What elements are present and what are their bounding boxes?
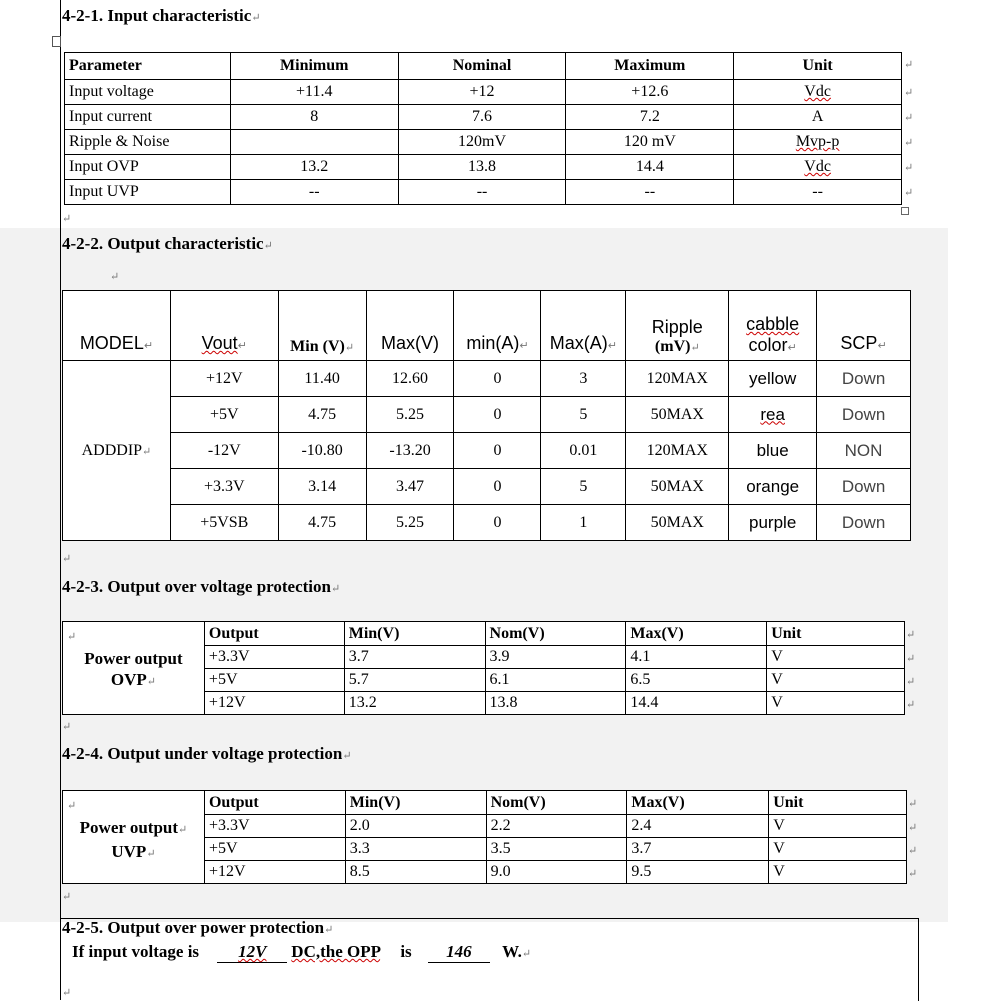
table-cell: 3.9	[485, 646, 626, 669]
table-header-row	[63, 622, 905, 646]
table-cell: 13.8	[485, 692, 626, 715]
table-resize-handle[interactable]	[901, 207, 909, 215]
table-cell: +12	[398, 80, 566, 105]
heading-text: 4-2-5. Output over power protection	[62, 918, 325, 937]
table-cell: Down	[817, 469, 911, 505]
header-cell: Nom(V)	[485, 622, 626, 646]
table-cell: --	[734, 180, 902, 205]
table-cell: +5VSB	[170, 505, 278, 541]
header-cell: Minimum	[230, 53, 398, 80]
table-cell: 13.2	[230, 155, 398, 180]
paragraph-mark: ↵	[62, 987, 72, 999]
header-cell: Output	[204, 622, 344, 646]
header-cell: SCP↵	[817, 291, 911, 361]
opp-input-voltage[interactable]: 12V	[217, 942, 287, 963]
table-cell: V	[769, 815, 907, 838]
table-cell: V	[767, 646, 905, 669]
output-characteristic-table	[62, 290, 911, 541]
heading-text: 4-2-2. Output characteristic	[62, 234, 264, 253]
table-cell: 13.8	[398, 155, 566, 180]
row-end-mark: ↵	[904, 87, 914, 99]
section-heading-input: 4-2-1. Input characteristic↵	[62, 6, 261, 25]
table-header-row	[65, 53, 902, 80]
table-cell: 4.75	[278, 397, 366, 433]
table-cell: -12V	[170, 433, 278, 469]
table-cell: +12V	[204, 861, 345, 884]
table-cell	[230, 130, 398, 155]
table-cell: +3.3V	[170, 469, 278, 505]
table-cell: 0	[454, 433, 541, 469]
table-cell: 4.1	[626, 646, 767, 669]
table-cell: Vdc	[804, 158, 831, 175]
table-cell: 0	[454, 469, 541, 505]
header-cell: MODEL↵	[63, 291, 171, 361]
section-heading-opp: 4-2-5. Output over power protection↵	[62, 918, 334, 937]
table-cell: 0	[454, 361, 541, 397]
table-cell: 5.7	[344, 669, 485, 692]
table-cell: 3.14	[278, 469, 366, 505]
row-end-mark: ↵	[908, 822, 918, 834]
table-cell: 3.5	[486, 838, 627, 861]
table-cell: +5V	[170, 397, 278, 433]
table-cell: 0	[454, 505, 541, 541]
table-cell: 50MAX	[626, 469, 729, 505]
header-cell-sub: (mV)↵	[654, 338, 700, 355]
table-cell: 5.25	[366, 505, 454, 541]
table-cell: 3.7	[344, 646, 485, 669]
header-cell: Max(V)	[366, 291, 454, 361]
table-cell: 3.3	[345, 838, 486, 861]
table-cell: 8.5	[345, 861, 486, 884]
table-row	[65, 130, 902, 155]
table-cell: 7.2	[566, 105, 734, 130]
section-heading-ovp: 4-2-3. Output over voltage protection↵	[62, 577, 341, 596]
ovp-table	[62, 621, 905, 715]
table-cell: Input voltage	[65, 80, 231, 105]
table-cell: orange	[729, 469, 817, 505]
heading-text: 4-2-1. Input characteristic	[62, 6, 252, 25]
row-end-mark: ↵	[904, 137, 914, 149]
paragraph-mark: ↵	[110, 271, 120, 283]
table-header-row	[63, 791, 907, 815]
table-cell: 5.25	[366, 397, 454, 433]
section-heading-uvp: 4-2-4. Output under voltage protection↵	[62, 744, 352, 763]
row-end-mark: ↵	[908, 845, 918, 857]
table-cell: V	[767, 692, 905, 715]
table-cell: Down	[817, 397, 911, 433]
table-row	[65, 155, 902, 180]
table-cell: 120mV	[398, 130, 566, 155]
table-cell: -13.20	[366, 433, 454, 469]
table-cell: 3	[541, 361, 626, 397]
header-cell: Unit	[769, 791, 907, 815]
table-cell: purple	[729, 505, 817, 541]
table-cell: 2.2	[486, 815, 627, 838]
table-cell: 0	[454, 397, 541, 433]
table-cell: 2.4	[627, 815, 769, 838]
row-end-mark: ↵	[908, 868, 918, 880]
table-cell: rea	[760, 404, 785, 424]
opp-value[interactable]: 146	[428, 942, 490, 963]
table-cell: 6.5	[626, 669, 767, 692]
header-cell: Min(V)	[345, 791, 486, 815]
header-cell: Vout↵	[170, 291, 278, 361]
opp-text: is	[400, 942, 412, 961]
table-row	[63, 505, 911, 541]
table-cell: Ripple & Noise	[65, 130, 231, 155]
table-cell: +3.3V	[204, 646, 344, 669]
table-cell: 3.47	[366, 469, 454, 505]
table-cell: 50MAX	[626, 397, 729, 433]
table-cell: 9.5	[627, 861, 769, 884]
left-margin-line	[60, 0, 61, 1000]
table-cell: yellow	[729, 361, 817, 397]
input-characteristic-table	[64, 52, 902, 205]
table-cell: +12.6	[566, 80, 734, 105]
header-cell: Unit	[767, 622, 905, 646]
row-end-mark: ↵	[904, 162, 914, 174]
table-cell: 11.40	[278, 361, 366, 397]
table-cell: 12.60	[366, 361, 454, 397]
section-heading-output: 4-2-2. Output characteristic↵	[62, 234, 273, 253]
table-cell: --	[398, 180, 566, 205]
table-cell: 6.1	[485, 669, 626, 692]
table-cell: blue	[729, 433, 817, 469]
header-cell: Min(V)	[344, 622, 485, 646]
row-end-mark: ↵	[906, 653, 916, 665]
uvp-table	[62, 790, 907, 884]
table-cell: 14.4	[566, 155, 734, 180]
row-end-mark: ↵	[906, 699, 916, 711]
table-cell: 1	[541, 505, 626, 541]
table-cell: 0.01	[541, 433, 626, 469]
table-cell: 120 mV	[566, 130, 734, 155]
table-cell: +3.3V	[204, 815, 345, 838]
table-cell: 50MAX	[626, 505, 729, 541]
table-cell: 9.0	[486, 861, 627, 884]
header-cell: Nominal	[398, 53, 566, 80]
table-cell: V	[767, 669, 905, 692]
table-cell: --	[566, 180, 734, 205]
table-cell: --	[230, 180, 398, 205]
header-cell: cabble color↵	[729, 291, 817, 361]
paragraph-mark: ↵	[62, 213, 72, 225]
table-cell: 120MAX	[626, 433, 729, 469]
table-cell: 7.6	[398, 105, 566, 130]
table-cell: V	[769, 861, 907, 884]
heading-text: 4-2-4. Output under voltage protection	[62, 744, 343, 763]
heading-text: 4-2-3. Output over voltage protection	[62, 577, 331, 596]
table-cell: 3.7	[627, 838, 769, 861]
row-end-mark: ↵	[904, 59, 914, 71]
table-cell: +5V	[204, 669, 344, 692]
row-end-mark: ↵	[904, 187, 914, 199]
opp-text: DC,the OPP	[291, 942, 381, 961]
table-cell: -10.80	[278, 433, 366, 469]
paragraph-mark: ↵	[62, 553, 72, 565]
header-cell: Max(A)↵	[541, 291, 626, 361]
model-cell: ADDDIP↵	[63, 361, 171, 541]
header-cell: Nom(V)	[486, 791, 627, 815]
table-row	[65, 180, 902, 205]
table-row	[63, 361, 911, 397]
table-cell: +12V	[204, 692, 344, 715]
header-cell: Ripple (mV)↵	[626, 291, 729, 361]
table-cell: Down	[817, 361, 911, 397]
table-cell: 4.75	[278, 505, 366, 541]
table-row	[65, 105, 902, 130]
table-cell: 5	[541, 469, 626, 505]
table-cell: +11.4	[230, 80, 398, 105]
opp-sentence: If input voltage is 12V DC,the OPP is 146 W.↵	[72, 942, 532, 961]
table-cell: +5V	[204, 838, 345, 861]
header-cell: Min (V)↵	[278, 291, 366, 361]
opp-text: W.	[502, 942, 522, 961]
table-cell: Mvp-p	[795, 133, 840, 150]
table-cell: V	[769, 838, 907, 861]
table-cell: 14.4	[626, 692, 767, 715]
table-cell: 2.0	[345, 815, 486, 838]
table-cell: NON	[817, 433, 911, 469]
table-cell: +12V	[170, 361, 278, 397]
header-cell: min(A)↵	[454, 291, 541, 361]
table-row	[63, 397, 911, 433]
table-header-row	[63, 291, 911, 361]
table-cell: 120MAX	[626, 361, 729, 397]
header-cell: Parameter	[65, 53, 231, 80]
table-cell: 8	[230, 105, 398, 130]
table-cell: A	[734, 105, 902, 130]
header-cell: Unit	[734, 53, 902, 80]
table-cell: Down	[817, 505, 911, 541]
paragraph-mark: ↵	[62, 891, 72, 903]
table-cell: Input UVP	[65, 180, 231, 205]
table-row	[63, 469, 911, 505]
paragraph-mark: ↵	[62, 721, 72, 733]
table-anchor-icon	[52, 36, 61, 47]
label-cell: ↵ Power output OVP↵	[63, 622, 205, 715]
label-cell: ↵ Power output↵ UVP↵	[63, 791, 205, 884]
opp-text: If input voltage is	[72, 942, 200, 961]
table-cell: 13.2	[344, 692, 485, 715]
table-row	[65, 80, 902, 105]
row-end-mark: ↵	[906, 676, 916, 688]
header-cell: Output	[204, 791, 345, 815]
header-cell: Maximum	[566, 53, 734, 80]
row-end-mark: ↵	[908, 798, 918, 810]
table-cell: Vdc	[804, 83, 831, 100]
table-cell: 5	[541, 397, 626, 433]
row-end-mark: ↵	[904, 112, 914, 124]
row-end-mark: ↵	[906, 629, 916, 641]
table-row	[63, 433, 911, 469]
header-cell: Max(V)	[626, 622, 767, 646]
table-cell: Input current	[65, 105, 231, 130]
table-cell: Input OVP	[65, 155, 231, 180]
header-cell: Max(V)	[627, 791, 769, 815]
